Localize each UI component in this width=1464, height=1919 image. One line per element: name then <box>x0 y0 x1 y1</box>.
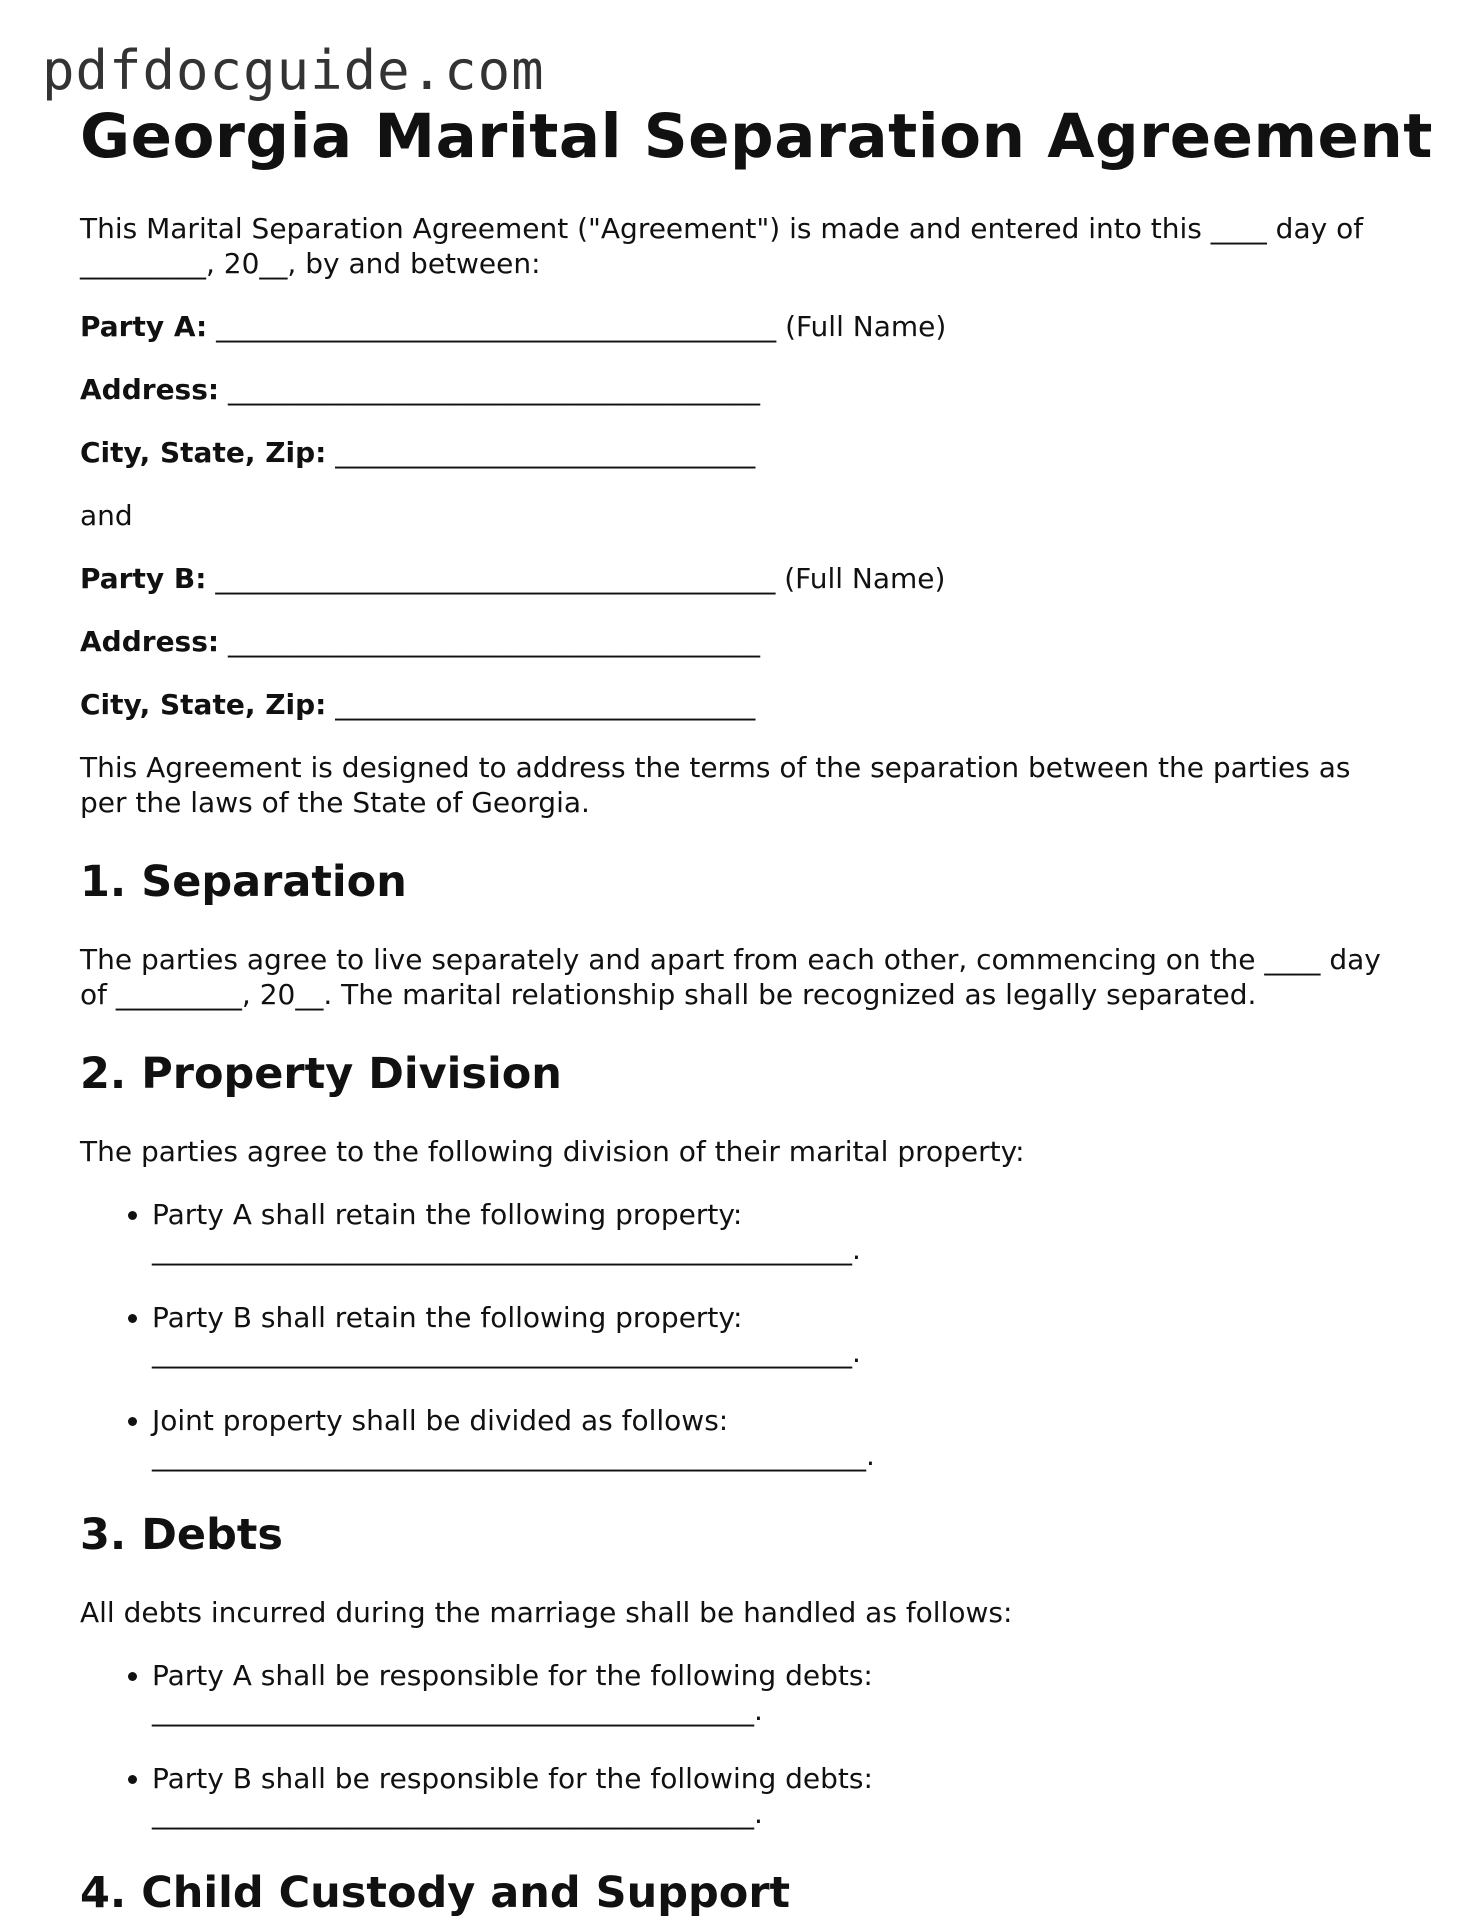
party-b-name-blank: ________________________________________ <box>215 562 776 596</box>
party-b-address-blank: ______________________________________ <box>228 625 760 659</box>
party-b-address-label: Address: <box>80 625 220 659</box>
and-text: and <box>80 499 133 533</box>
debt-item-blank: ___________________________________________. <box>152 1797 763 1831</box>
party-a-name-label: Party A: <box>80 310 208 344</box>
child-custody-heading: 4. Child Custody and Support <box>80 1868 791 1919</box>
list-item <box>152 1300 1400 1370</box>
party-a-city-blank: ______________________________ <box>335 436 756 470</box>
party-b-city-field <box>80 687 1400 722</box>
list-item <box>152 1197 1400 1267</box>
document-page <box>80 100 1433 1919</box>
intro-paragraph: This Marital Separation Agreement ("Agreement") is made and entered into this ____ day of _________, 20__, by and between: <box>80 212 1364 281</box>
document-title: Georgia Marital Separation Agreement <box>80 101 1433 172</box>
list-item <box>152 1658 1400 1728</box>
property-item-blank: __________________________________________________. <box>152 1336 861 1370</box>
party-b-address-field <box>80 624 1400 659</box>
property-heading: 2. Property Division <box>80 1049 562 1100</box>
party-b-name-field <box>80 561 1400 596</box>
debts-heading: 3. Debts <box>80 1510 284 1561</box>
property-item-label: Joint property shall be divided as follows: <box>152 1404 729 1438</box>
debt-item-label: Party A shall be responsible for the following debts: <box>152 1659 873 1693</box>
party-b-city-blank: ______________________________ <box>335 688 756 722</box>
party-b-city-label: City, State, Zip: <box>80 688 327 722</box>
list-item <box>152 1761 1400 1831</box>
property-text: The parties agree to the following division of their marital property: <box>80 1135 1025 1169</box>
property-item-blank: ___________________________________________________. <box>152 1439 875 1473</box>
party-a-city-label: City, State, Zip: <box>80 436 327 470</box>
party-a-city-field <box>80 435 1400 470</box>
debts-list <box>80 1658 1400 1831</box>
party-b-name-label: Party B: <box>80 562 207 596</box>
debts-text: All debts incurred during the marriage shall be handled as follows: <box>80 1596 1013 1630</box>
property-item-blank: __________________________________________________. <box>152 1233 861 1267</box>
party-a-address-blank: ______________________________________ <box>228 373 760 407</box>
property-item-label: Party A shall retain the following property: <box>152 1198 743 1232</box>
party-a-name-blank: ________________________________________ <box>216 310 777 344</box>
party-a-name-field <box>80 309 1400 344</box>
property-item-label: Party B shall retain the following property: <box>152 1301 743 1335</box>
watermark: pdfdocguide.com <box>42 39 545 102</box>
property-list <box>80 1197 1400 1473</box>
purpose-paragraph: This Agreement is designed to address the terms of the separation between the parties as per the laws of the State of Georgia. <box>80 751 1351 820</box>
party-a-name-suffix: (Full Name) <box>785 310 947 344</box>
list-item <box>152 1403 1400 1473</box>
party-b-name-suffix: (Full Name) <box>784 562 946 596</box>
debt-item-blank: ___________________________________________. <box>152 1694 763 1728</box>
debt-item-label: Party B shall be responsible for the following debts: <box>152 1762 873 1796</box>
party-a-address-field <box>80 372 1400 407</box>
separation-heading: 1. Separation <box>80 857 407 908</box>
party-a-address-label: Address: <box>80 373 220 407</box>
separation-text: The parties agree to live separately and apart from each other, commencing on the ____ day of _________, 20__. The marital relationship shall be recognized as legally separated. <box>80 943 1381 1012</box>
